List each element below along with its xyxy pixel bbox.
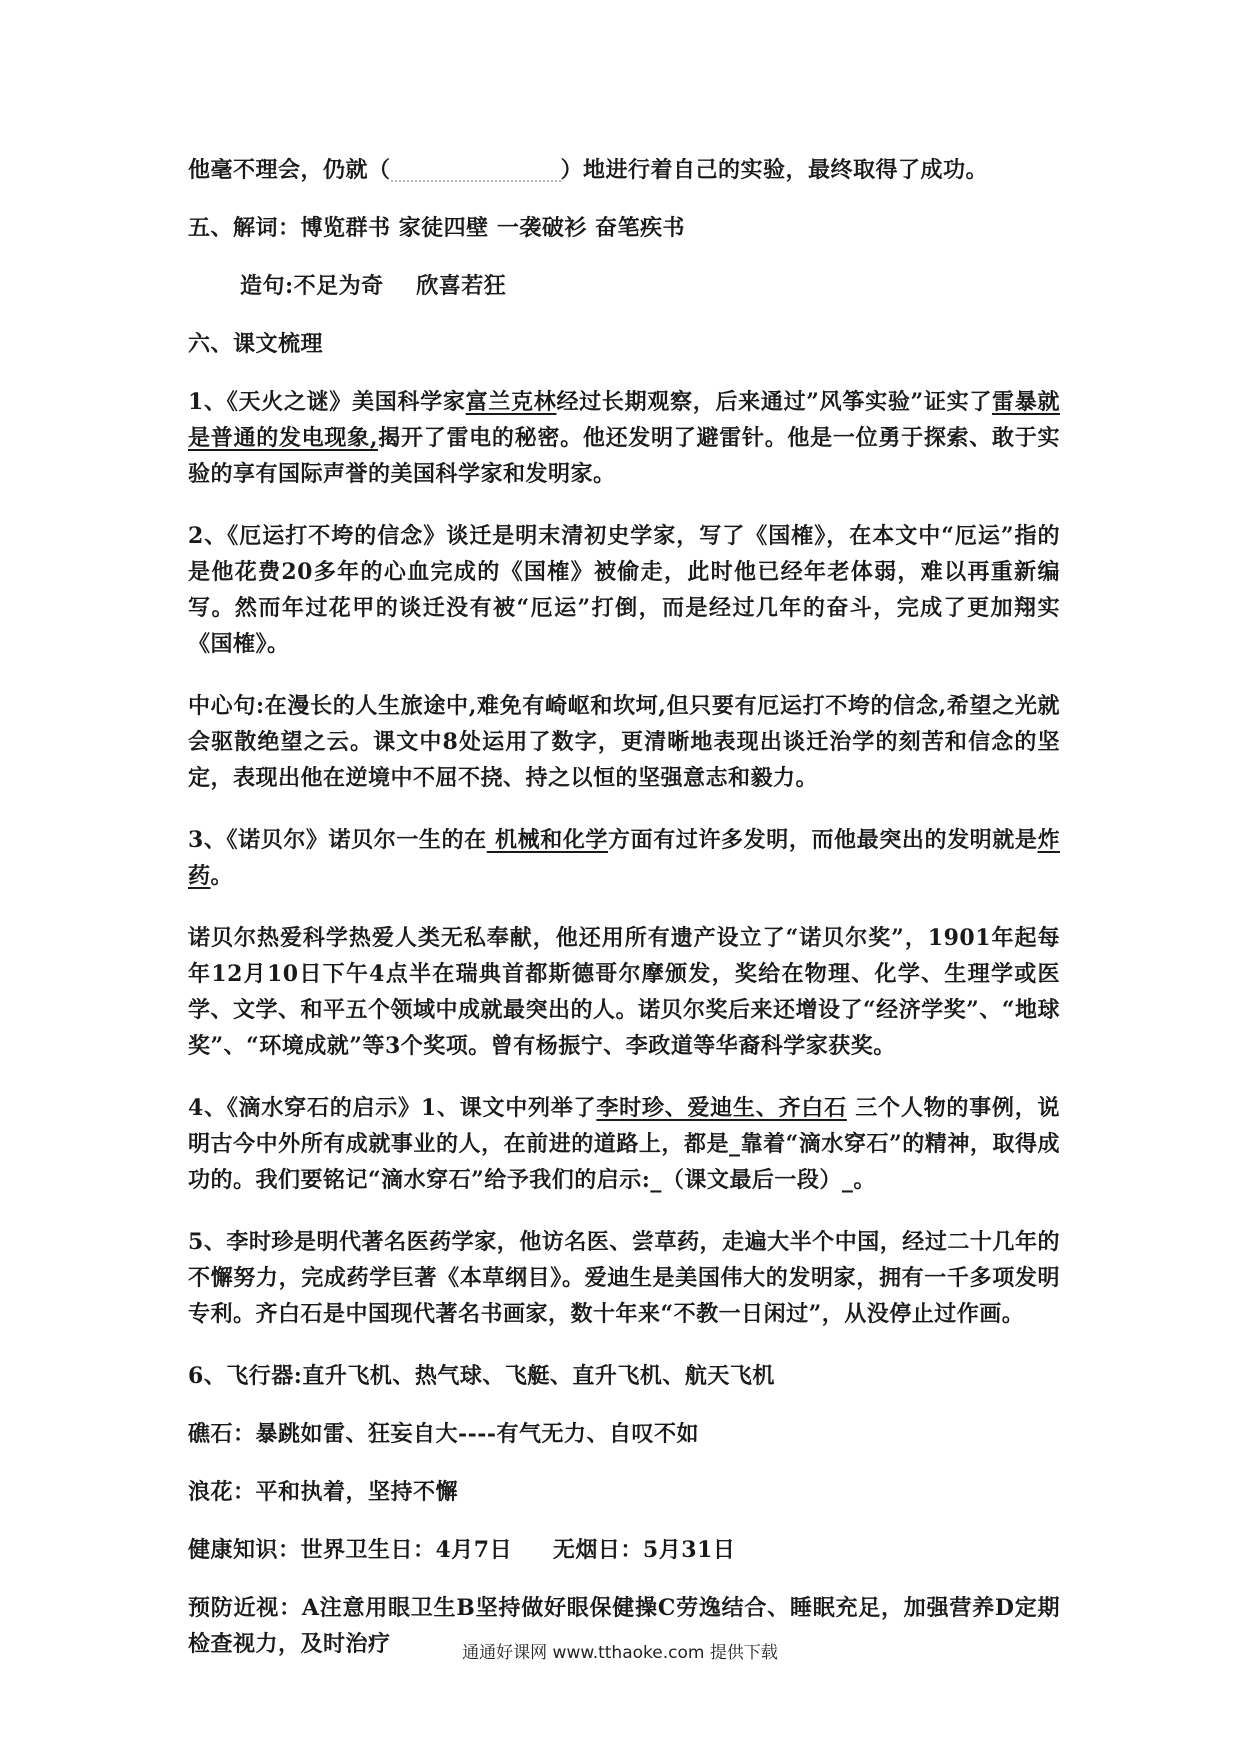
section-5-title: 五、解词：博览群书 家徒四壁 一袭破衫 奋笔疾书 bbox=[188, 215, 685, 241]
answer-blank bbox=[391, 160, 561, 182]
paragraph-wave: 浪花：平和执着，坚持不懈 bbox=[188, 1479, 459, 1505]
paragraph-nobel-prize: 诺贝尔热爱科学热爱人类无私奉献，他还用所有遗产设立了“诺贝尔奖”，1901年起每年12月10日下午4点半在瑞典首都斯德哥尔摩颁发，奖给在物理、化学、生理学或医学、文学、和平五个领域中成就最突出的人。诺贝尔奖后来还增设了“经济学奖”、“地球奖”、“环境成就”等3个奖项。曾有杨振宁、李政道等华裔科学家获奖。 bbox=[188, 925, 1060, 1059]
underlined-answer: 李时珍、爱迪生、齐白石 bbox=[596, 1095, 847, 1121]
underlined-answer: 富兰克林 bbox=[465, 389, 557, 415]
fill-in-sentence: 他毫不理会，仍就（ ）地进行着自己的实验，最终取得了成功。 bbox=[188, 157, 989, 183]
paragraph-reef: 礁石：暴跳如雷、狂妄自大----有气无力、自叹不如 bbox=[188, 1421, 700, 1447]
paragraph-dishui: 4、《滴水穿石的启示》1、课文中列举了李时珍、爱迪生、齐白石 三个人物的事例，说明古今中外所有成就事业的人，在前进的道路上，都是_靠着“滴水穿石”的精神，取得成功的。我们要铭记“滴水穿石”给予我们的启示:_（课文最后一段）_。 bbox=[188, 1095, 1060, 1193]
section-6-title: 六、课文梳理 bbox=[188, 331, 324, 357]
document-body bbox=[188, 152, 1060, 1662]
paragraph-tianhuo: 1、《天火之谜》美国科学家富兰克林经过长期观察，后来通过”风筝实验”证实了雷暴就是普通的发电现象,揭开了雷电的秘密。他还发明了避雷针。他是一位勇于探索、敢于实验的享有国际声誉的美国科学家和发明家。 bbox=[188, 389, 1060, 487]
underlined-answer: 雷暴就是普通的发电现象, bbox=[188, 389, 1060, 451]
paragraph-eyun: 2、《厄运打不垮的信念》谈迁是明末清初史学家，写了《国榷》，在本文中“厄运”指的是他花费20多年的心血完成的《国榷》被偷走，此时他已经年老体弱，难以再重新编写。然而年过花甲的谈迁没有被“厄运”打倒，而是经过几年的奋斗，完成了更加翔实《国榷》。 bbox=[188, 523, 1060, 657]
sentence-making-line: 造句:不足为奇 欣喜若狂 bbox=[240, 273, 507, 299]
paragraph-health: 健康知识：世界卫生日：4月7日 无烟日：5月31日 bbox=[188, 1537, 736, 1563]
paragraph-nobel: 3、《诺贝尔》诺贝尔一生的在 机械和化学方面有过许多发明，而他最突出的发明就是炸药。 bbox=[188, 827, 1060, 889]
paragraph-people: 5、李时珍是明代著名医药学家，他访名医、尝草药，走遍大半个中国，经过二十几年的不懈努力，完成药学巨著《本草纲目》。爱迪生是美国伟大的发明家，拥有一千多项发明专利。齐白石是中国现代著名书画家，数十年来“不教一日闲过”，从没停止过作画。 bbox=[188, 1229, 1060, 1327]
paragraph-central-sentence: 中心句:在漫长的人生旅途中,难免有崎岖和坎坷,但只要有厄运打不垮的信念,希望之光就会驱散绝望之云。课文中8处运用了数字，更清晰地表现出谈迁治学的刻苦和信念的坚定，表现出他在逆境中不屈不挠、持之以恒的坚强意志和毅力。 bbox=[188, 693, 1060, 791]
paragraph-aircraft: 6、飞行器:直升飞机、热气球、飞艇、直升飞机、航天飞机 bbox=[188, 1363, 775, 1389]
paragraph-myopia: 预防近视：A注意用眼卫生B坚持做好眼保健操C劳逸结合、睡眠充足，加强营养D定期检查视力，及时治疗 bbox=[188, 1595, 1060, 1657]
underlined-answer: 机械和化学 bbox=[486, 827, 609, 853]
underlined-answer: 炸药 bbox=[188, 827, 1060, 889]
footer-credit: 通通好课网 www.tthaoke.com 提供下载 bbox=[462, 1643, 778, 1663]
